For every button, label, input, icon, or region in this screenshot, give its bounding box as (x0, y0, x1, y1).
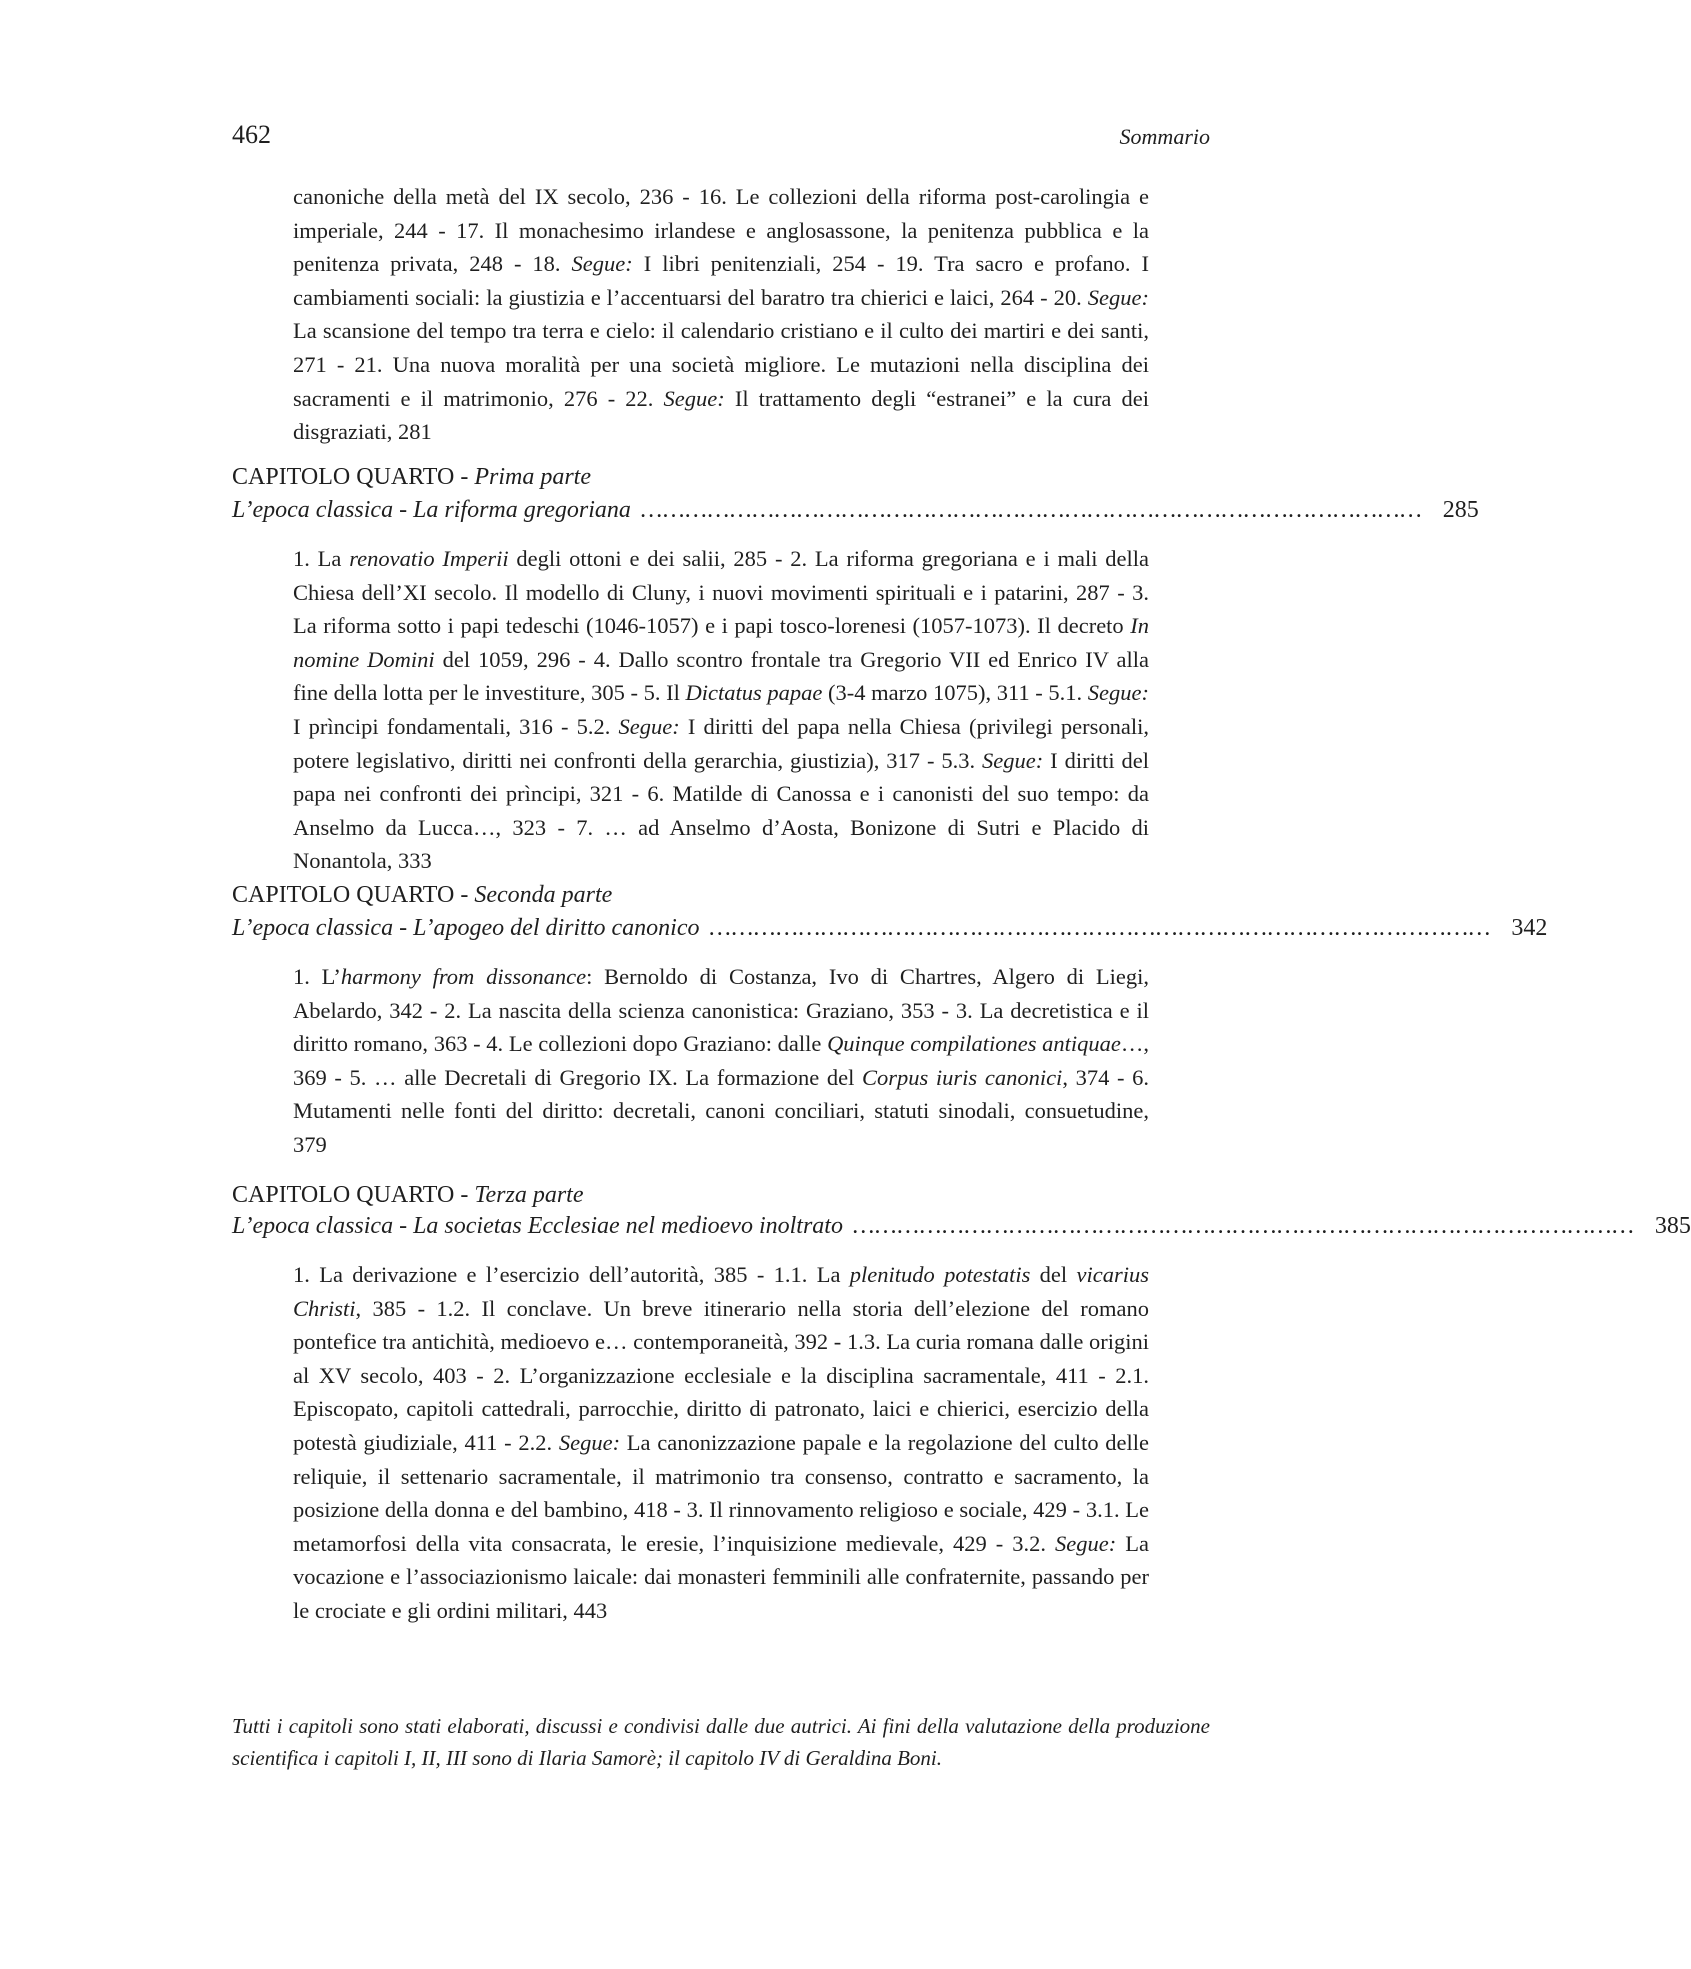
chapter-contents (293, 542, 1149, 878)
chapter-title: L’epoca classica - La riforma gregoriana (232, 497, 631, 523)
toc-entry[interactable] (232, 1210, 1691, 1242)
text-run: …, 369 - 5. … alle Decretali di Gregorio IX. La formazione del (293, 1031, 1149, 1090)
italic-term: Segue: (558, 1429, 621, 1455)
text-run: La canonizzazione papale e la regolazione del culto delle reliquie, il settenario sacramentale, il matrimonio tra consenso, contratto e sacramento, la posizione della donna e del bambino, 418 - 3. Il rinnovamento religioso e sociale, 429 - 3.1. Le metamorfosi della vita consacrata, le eresie, l’inquisizione medievale, 429 - 3.2. (293, 1429, 1150, 1556)
italic-term: Segue: (1087, 680, 1149, 706)
italic-term: renovatio Imperii (349, 546, 509, 571)
italic-term: Segue: (618, 713, 680, 739)
chapter-part: Prima parte (474, 464, 592, 490)
italic-term: harmony from dissonance (340, 964, 587, 989)
chapter-title: L’epoca classica - La societas Ecclesiae nel medioevo inoltrato (232, 1213, 843, 1239)
text-run: (3-4 marzo 1075), 311 - 5.1. (822, 680, 1088, 706)
italic-term: In nomine Domini (293, 613, 1149, 672)
italic-term: Dictatus papae (685, 680, 823, 706)
text-run: degli ottoni e dei salii, 285 - 2. La riforma gregoriana e i mali della Chiesa dell’XI secolo. Il modello di Cluny, i nuovi movimenti spirituali e i patarini, 287 - 3. La riforma sotto i papi tedeschi (1046-1057) e i papi tosco-lorenesi (1057-1073). Il decreto (293, 546, 1149, 639)
text-run: , 385 - 1.2. Il conclave. Un breve itinerario nella storia dell’elezione del romano pontefice tra antichità, medioevo e… contemporaneità, 392 - 1.3. La curia romana dalle origini al XV secolo, 403 - 2. L’organizzazione ecclesiale e la disciplina sacramentale, 411 - 2.1. Episcopato, capitoli cattedrali, parrocchie, diritto di patronato, laici e chierici, esercizio della potestà giudiziale, 411 - 2.2. (293, 1295, 1149, 1455)
chapter-number: CAPITOLO QUARTO - (232, 464, 475, 490)
text-run: del (1030, 1262, 1077, 1287)
intro-paragraph (293, 180, 1149, 449)
text-run: 1. L’ (293, 964, 341, 989)
dot-leader: …………………………………………………………………………………………… (640, 497, 1423, 523)
italic-term: Segue: (1055, 1530, 1117, 1556)
chapter-label (232, 880, 612, 910)
italic-term: Segue: (663, 385, 725, 411)
chapter-page-number: 285 (1442, 497, 1479, 523)
italic-term: Quinque compilationes antiquae (827, 1031, 1121, 1057)
toc-entry[interactable] (232, 912, 1548, 944)
dot-leader: …………………………………………………………………………………………… (709, 915, 1492, 941)
chapter-title: L’epoca classica - L’apogeo del diritto canonico (232, 915, 700, 941)
text-run: I prìncipi fondamentali, 316 - 5.2. (293, 713, 619, 739)
text-run: : Bernoldo di Costanza, Ivo di Chartres, Algero di Liegi, Abelardo, 342 - 2. La nascita della scienza canonistica: Graziano, 353 - 3. La decretistica e il diritto romano, 363 - 4. Le collezioni dopo Graziano: dalle (293, 964, 1150, 1057)
text-run: I diritti del papa nei confronti dei prìncipi, 321 - 6. Matilde di Canossa e i canonisti del suo tempo: da Anselmo da Lucca…, 323 - 7. … ad Anselmo d’Aosta, Bonizone di Sutri e Placido di Nonantola, 333 (293, 747, 1150, 874)
dot-leader: …………………………………………………………………………………………… (852, 1213, 1635, 1239)
chapter-label (232, 1180, 583, 1210)
chapter-page-number: 385 (1654, 1213, 1691, 1239)
text-run: Il trattamento degli “estranei” e la cura dei disgraziati, 281 (293, 385, 1149, 445)
italic-term: Segue: (982, 747, 1044, 773)
page-number: 462 (232, 120, 271, 149)
italic-term: vicarius Christi (293, 1262, 1149, 1321)
text-run: del 1059, 296 - 4. Dallo scontro frontale tra Gregorio VII ed Enrico IV alla fine della lotta per le investiture, 305 - 5. Il (293, 646, 1149, 706)
italic-term: Segue: (1087, 284, 1149, 310)
chapter-number: CAPITOLO QUARTO - (232, 882, 475, 908)
chapter-part: Terza parte (474, 1182, 584, 1208)
toc-entry[interactable] (232, 494, 1479, 526)
chapter-number: CAPITOLO QUARTO - (232, 1182, 475, 1208)
text-run: canoniche della metà del IX secolo, 236 - 16. Le collezioni della riforma post-carolingia e imperiale, 244 - 17. Il monachesimo irlandese e anglosassone, la penitenza pubblica e la penitenza privata, 248 - 18. (293, 184, 1149, 277)
chapter-page-number: 342 (1511, 915, 1548, 941)
chapter-part: Seconda parte (474, 882, 613, 908)
running-title: Sommario (1119, 124, 1210, 149)
chapter-contents (293, 960, 1149, 1162)
italic-term: plenitudo potestatis (849, 1262, 1031, 1287)
chapter-label (232, 462, 591, 492)
text-run: I diritti del papa nella Chiesa (privilegi personali, potere legislativo, diritti nei confronti della gerarchia, giustizia), 317 - 5.3. (293, 713, 1149, 773)
italic-term: Segue: (571, 251, 633, 277)
text-run: La vocazione e l’associazionismo laicale: dai monasteri femminili alle confraternite, passando per le crociate e gli ordini militari, 443 (293, 1530, 1149, 1623)
italic-term: Corpus iuris canonici (862, 1064, 1063, 1090)
running-head (232, 120, 1210, 154)
authorship-note: Tutti i capitoli sono stati elaborati, discussi e condivisi dalle due autrici. Ai fini della valutazione della produzione scientifica i capitoli I, II, III sono di Ilaria Samorè; il capitolo IV di Geraldina Boni. (232, 1714, 1210, 1770)
text-run: 1. La derivazione e l’esercizio dell’autorità, 385 - 1.1. La (293, 1262, 850, 1287)
text-run: , 374 - 6. Mutamenti nelle fonti del diritto: decretali, canoni conciliari, statuti sinodali, consuetudine, 379 (293, 1064, 1149, 1157)
text-run: 1. La (293, 546, 350, 571)
text-run: La scansione del tempo tra terra e cielo: il calendario cristiano e il culto dei martiri e dei santi, 271 - 21. Una nuova moralità per una società migliore. Le mutazioni nella disciplina dei sacramenti e il matrimonio, 276 - 22. (293, 318, 1149, 411)
chapter-contents (293, 1258, 1149, 1628)
text-run: I libri penitenziali, 254 - 19. Tra sacro e profano. I cambiamenti sociali: la giustizia e l’accentuarsi del baratro tra chierici e laici, 264 - 20. (293, 251, 1149, 310)
